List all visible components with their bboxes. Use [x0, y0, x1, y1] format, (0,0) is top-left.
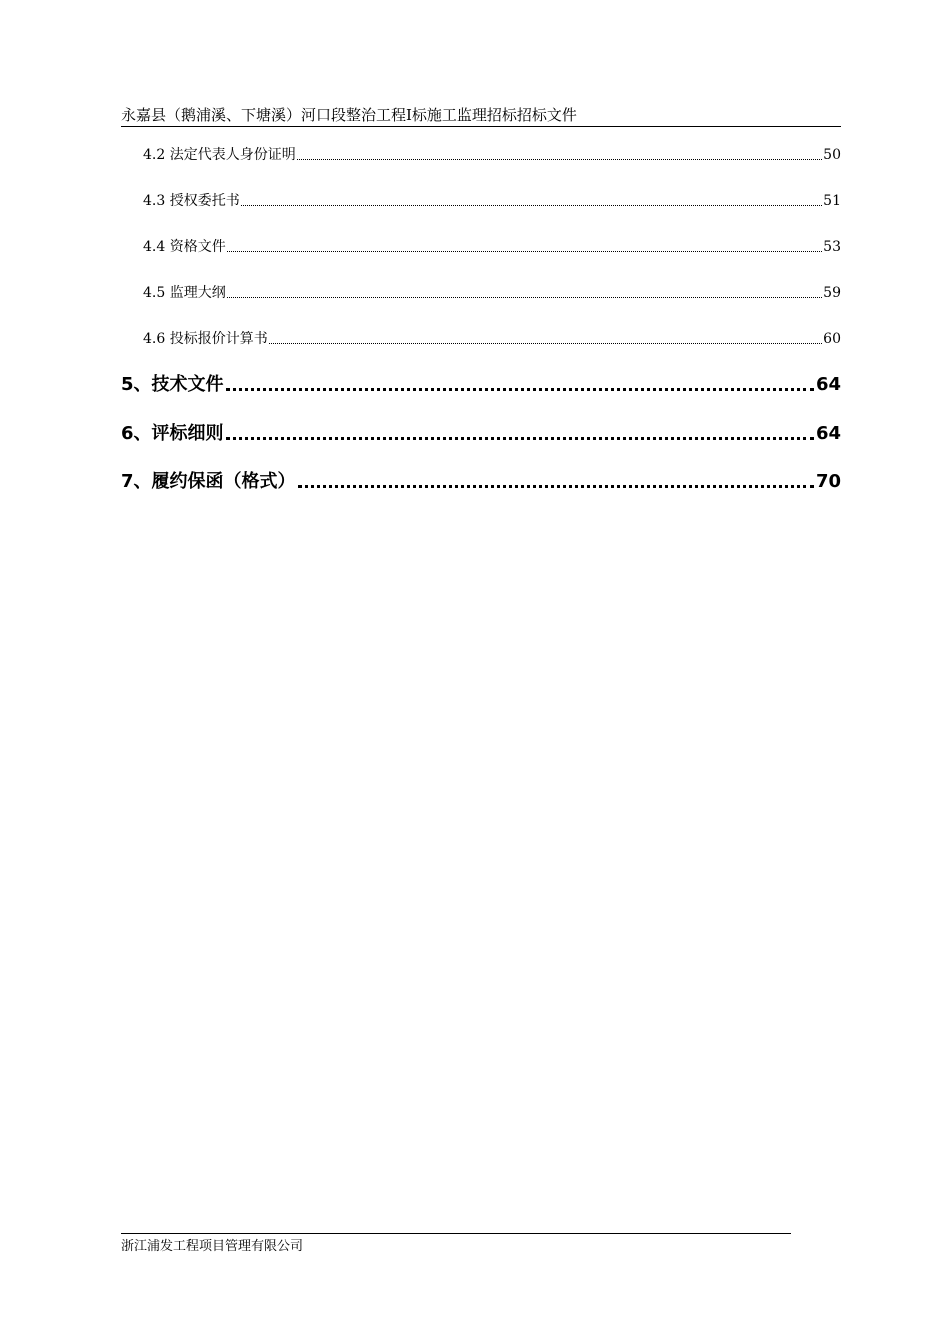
page-header	[121, 104, 841, 127]
document-title: 永嘉县（鹅浦溪、下塘溪）河口段整治工程Ⅰ标施工监理招标招标文件	[121, 106, 577, 124]
toc-entry-label: 6、评标细则	[121, 423, 224, 444]
toc-entry-7[interactable]	[121, 471, 841, 493]
toc-entry-6[interactable]	[121, 423, 841, 445]
toc-dot-leader	[298, 485, 814, 488]
toc-page-number: 60	[823, 331, 841, 347]
toc-dot-leader	[226, 437, 814, 440]
toc-entry-4-3[interactable]	[121, 192, 841, 210]
page-footer	[121, 1233, 791, 1254]
toc-entry-4-4[interactable]	[121, 238, 841, 256]
toc-entry-4-5[interactable]	[121, 284, 841, 302]
toc-entry-label: 4.3 授权委托书	[143, 193, 240, 209]
toc-dot-leader	[269, 343, 822, 344]
toc-dot-leader	[226, 388, 814, 391]
toc-entry-4-2[interactable]	[121, 146, 841, 164]
toc-page-number: 70	[815, 471, 841, 492]
toc-entry-label: 4.5 监理大纲	[143, 285, 226, 301]
toc-dot-leader	[297, 159, 822, 160]
toc-page-number: 51	[823, 193, 841, 209]
toc-dot-leader	[241, 205, 822, 206]
toc-page-number: 50	[823, 147, 841, 163]
footer-company-name: 浙江浦发工程项目管理有限公司	[121, 1239, 304, 1254]
toc-page-number: 64	[815, 374, 841, 395]
toc-page-number: 53	[823, 239, 841, 255]
toc-entry-label: 4.6 投标报价计算书	[143, 331, 268, 347]
toc-entry-label: 5、技术文件	[121, 374, 224, 395]
toc-entry-label: 7、履约保函（格式）	[121, 471, 296, 492]
toc-dot-leader	[227, 251, 822, 252]
toc-dot-leader	[227, 297, 822, 298]
toc-page-number: 64	[815, 423, 841, 444]
toc-entry-label: 4.2 法定代表人身份证明	[143, 147, 296, 163]
toc-page-number: 59	[823, 285, 841, 301]
toc-entry-label: 4.4 资格文件	[143, 239, 226, 255]
toc-entry-4-6[interactable]	[121, 330, 841, 348]
toc-entry-5[interactable]	[121, 374, 841, 396]
